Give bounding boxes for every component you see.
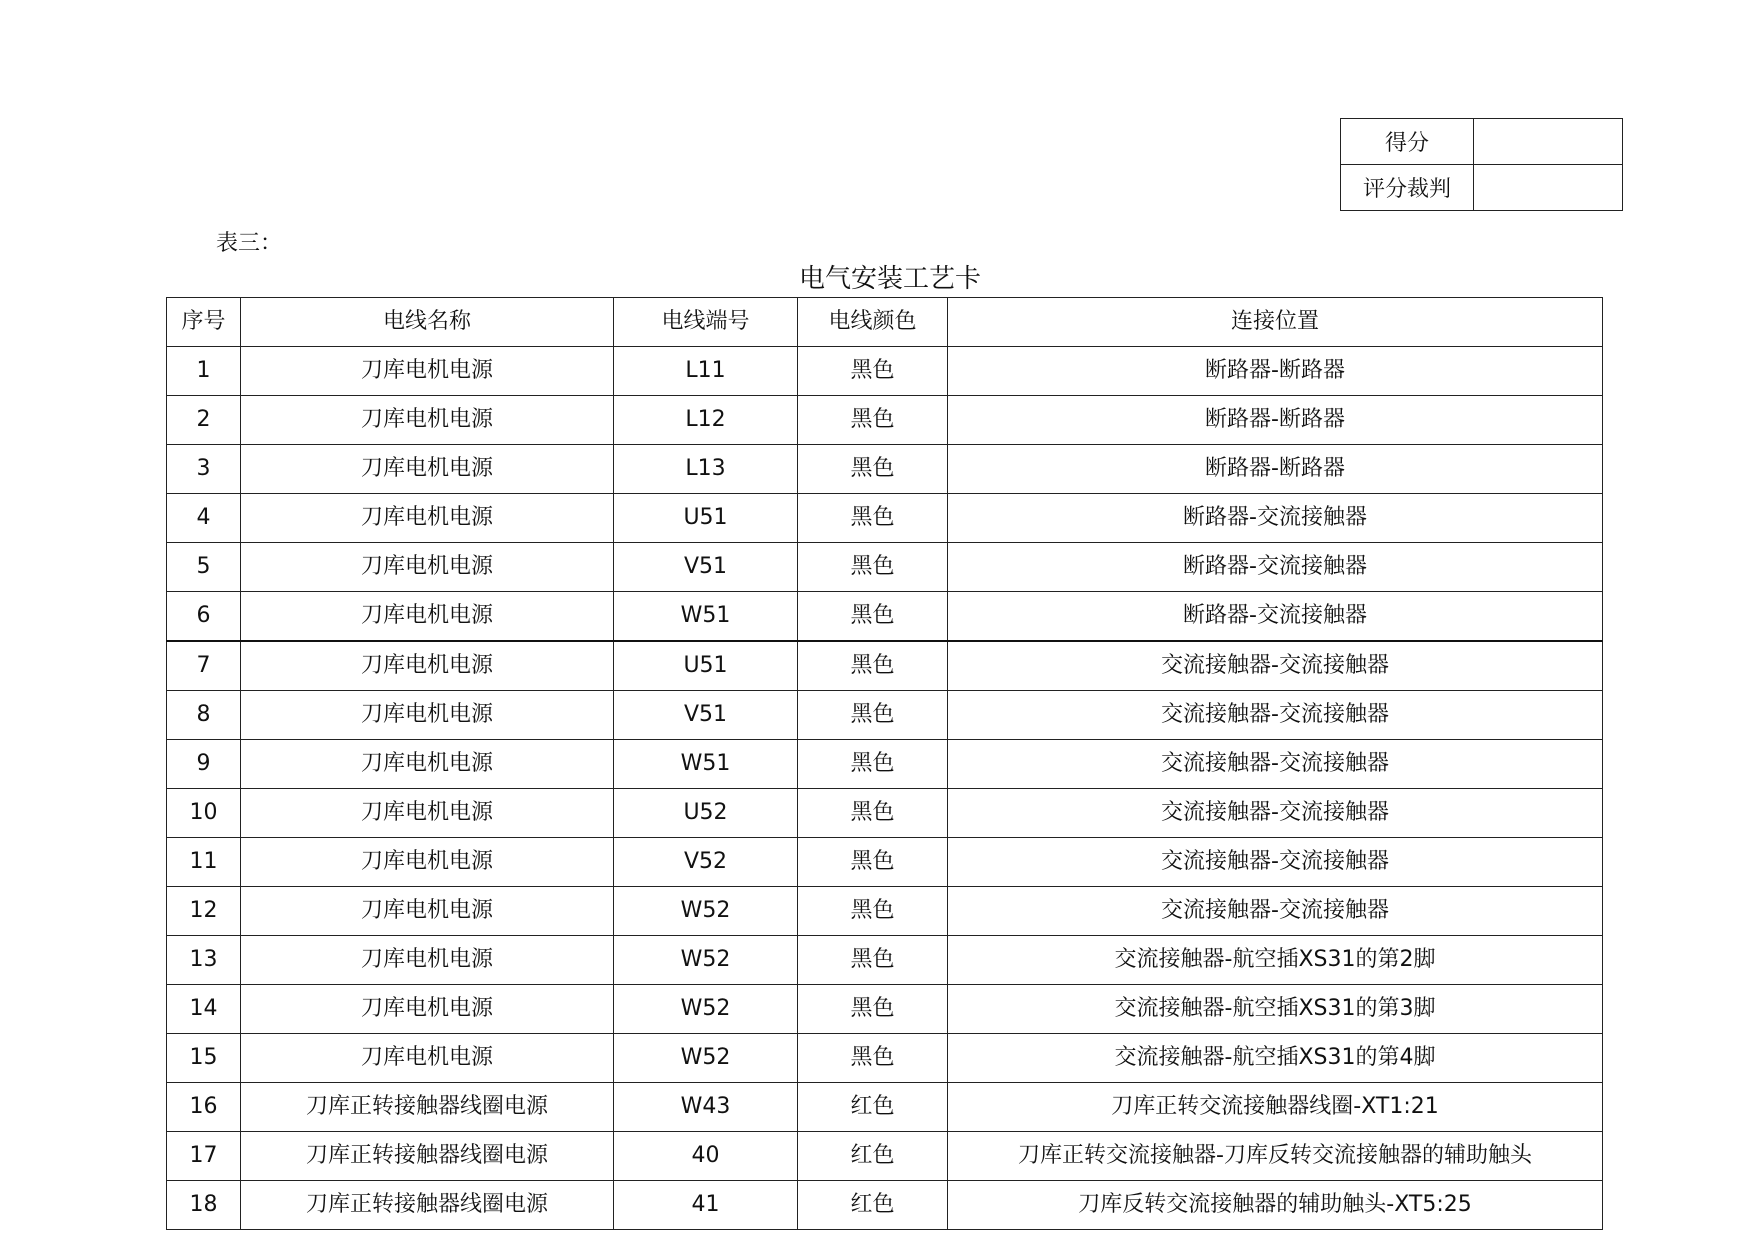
cell-wire-name: 刀库电机电源	[241, 691, 614, 740]
table-row	[167, 838, 1603, 887]
cell-index: 6	[167, 592, 241, 642]
table-row	[167, 396, 1603, 445]
cell-index: 2	[167, 396, 241, 445]
table-row	[167, 740, 1603, 789]
cell-wire-terminal: W51	[614, 740, 798, 789]
cell-wire-terminal: U52	[614, 789, 798, 838]
cell-index: 10	[167, 789, 241, 838]
score-value-field[interactable]	[1474, 119, 1623, 165]
table-row	[167, 887, 1603, 936]
cell-wire-name: 刀库正转接触器线圈电源	[241, 1181, 614, 1230]
cell-wire-terminal: V51	[614, 543, 798, 592]
cell-wire-name: 刀库正转接触器线圈电源	[241, 1132, 614, 1181]
cell-wire-color: 黑色	[798, 789, 948, 838]
cell-wire-color: 红色	[798, 1132, 948, 1181]
cell-wire-terminal: W52	[614, 936, 798, 985]
cell-wire-name: 刀库电机电源	[241, 740, 614, 789]
cell-wire-name: 刀库电机电源	[241, 396, 614, 445]
cell-index: 4	[167, 494, 241, 543]
cell-wire-color: 黑色	[798, 445, 948, 494]
score-label: 得分	[1341, 119, 1474, 165]
cell-index: 7	[167, 641, 241, 691]
cell-wire-color: 黑色	[798, 936, 948, 985]
wiring-table	[166, 297, 1603, 1230]
cell-wire-name: 刀库电机电源	[241, 789, 614, 838]
cell-wire-terminal: 41	[614, 1181, 798, 1230]
cell-connection: 刀库反转交流接触器的辅助触头-XT5:25	[948, 1181, 1603, 1230]
cell-wire-color: 黑色	[798, 1034, 948, 1083]
cell-wire-color: 黑色	[798, 740, 948, 789]
table-row	[167, 789, 1603, 838]
judge-row	[1341, 165, 1623, 211]
cell-connection: 断路器-断路器	[948, 396, 1603, 445]
header-index: 序号	[167, 298, 241, 347]
cell-wire-terminal: L12	[614, 396, 798, 445]
cell-connection: 刀库正转交流接触器-刀库反转交流接触器的辅助触头	[948, 1132, 1603, 1181]
cell-connection: 交流接触器-交流接触器	[948, 691, 1603, 740]
table-row	[167, 1034, 1603, 1083]
cell-wire-name: 刀库电机电源	[241, 445, 614, 494]
header-connection: 连接位置	[948, 298, 1603, 347]
cell-connection: 交流接触器-交流接触器	[948, 789, 1603, 838]
cell-wire-color: 黑色	[798, 985, 948, 1034]
cell-index: 9	[167, 740, 241, 789]
cell-connection: 交流接触器-航空插XS31的第2脚	[948, 936, 1603, 985]
cell-index: 11	[167, 838, 241, 887]
cell-wire-color: 黑色	[798, 592, 948, 642]
cell-wire-name: 刀库电机电源	[241, 641, 614, 691]
cell-index: 8	[167, 691, 241, 740]
cell-connection: 交流接触器-航空插XS31的第3脚	[948, 985, 1603, 1034]
cell-wire-name: 刀库电机电源	[241, 494, 614, 543]
cell-wire-name: 刀库电机电源	[241, 936, 614, 985]
cell-wire-color: 黑色	[798, 641, 948, 691]
cell-wire-name: 刀库电机电源	[241, 543, 614, 592]
cell-wire-terminal: U51	[614, 494, 798, 543]
cell-index: 16	[167, 1083, 241, 1132]
cell-index: 14	[167, 985, 241, 1034]
cell-wire-terminal: W43	[614, 1083, 798, 1132]
cell-wire-terminal: U51	[614, 641, 798, 691]
cell-wire-color: 红色	[798, 1083, 948, 1132]
page-title: 电气安装工艺卡	[798, 264, 981, 294]
cell-index: 18	[167, 1181, 241, 1230]
cell-wire-color: 黑色	[798, 838, 948, 887]
cell-wire-terminal: V51	[614, 691, 798, 740]
cell-wire-color: 红色	[798, 1181, 948, 1230]
cell-connection: 刀库正转交流接触器线圈-XT1:21	[948, 1083, 1603, 1132]
cell-wire-terminal: L11	[614, 347, 798, 396]
cell-connection: 交流接触器-交流接触器	[948, 838, 1603, 887]
cell-index: 17	[167, 1132, 241, 1181]
cell-index: 12	[167, 887, 241, 936]
cell-wire-name: 刀库电机电源	[241, 592, 614, 642]
cell-wire-terminal: W51	[614, 592, 798, 642]
cell-wire-color: 黑色	[798, 543, 948, 592]
cell-wire-terminal: W52	[614, 887, 798, 936]
cell-connection: 断路器-断路器	[948, 445, 1603, 494]
table-row	[167, 494, 1603, 543]
table-row	[167, 985, 1603, 1034]
cell-index: 5	[167, 543, 241, 592]
table-row	[167, 1132, 1603, 1181]
judge-label: 评分裁判	[1341, 165, 1474, 211]
cell-connection: 断路器-交流接触器	[948, 592, 1603, 642]
table-row	[167, 641, 1603, 691]
cell-wire-color: 黑色	[798, 887, 948, 936]
table-row	[167, 691, 1603, 740]
score-box	[1340, 118, 1623, 211]
judge-value-field[interactable]	[1474, 165, 1623, 211]
cell-wire-name: 刀库正转接触器线圈电源	[241, 1083, 614, 1132]
cell-wire-name: 刀库电机电源	[241, 985, 614, 1034]
cell-wire-terminal: 40	[614, 1132, 798, 1181]
cell-wire-terminal: L13	[614, 445, 798, 494]
table-row	[167, 1181, 1603, 1230]
cell-wire-name: 刀库电机电源	[241, 838, 614, 887]
score-row	[1341, 119, 1623, 165]
cell-wire-name: 刀库电机电源	[241, 347, 614, 396]
header-wire-name: 电线名称	[241, 298, 614, 347]
table-row	[167, 543, 1603, 592]
cell-index: 1	[167, 347, 241, 396]
table-label: 表三：	[216, 231, 283, 256]
table-row	[167, 445, 1603, 494]
cell-index: 13	[167, 936, 241, 985]
cell-wire-terminal: W52	[614, 1034, 798, 1083]
cell-wire-color: 黑色	[798, 691, 948, 740]
table-row	[167, 347, 1603, 396]
table-row	[167, 1083, 1603, 1132]
table-row	[167, 936, 1603, 985]
cell-wire-terminal: W52	[614, 985, 798, 1034]
cell-connection: 断路器-断路器	[948, 347, 1603, 396]
cell-connection: 断路器-交流接触器	[948, 543, 1603, 592]
table-row	[167, 592, 1603, 642]
cell-connection: 交流接触器-交流接触器	[948, 887, 1603, 936]
table-header-row	[167, 298, 1603, 347]
cell-index: 15	[167, 1034, 241, 1083]
cell-wire-name: 刀库电机电源	[241, 887, 614, 936]
cell-wire-color: 黑色	[798, 396, 948, 445]
cell-index: 3	[167, 445, 241, 494]
header-wire-terminal: 电线端号	[614, 298, 798, 347]
cell-connection: 断路器-交流接触器	[948, 494, 1603, 543]
cell-wire-terminal: V52	[614, 838, 798, 887]
cell-wire-color: 黑色	[798, 347, 948, 396]
cell-connection: 交流接触器-交流接触器	[948, 641, 1603, 691]
header-wire-color: 电线颜色	[798, 298, 948, 347]
cell-wire-color: 黑色	[798, 494, 948, 543]
cell-connection: 交流接触器-航空插XS31的第4脚	[948, 1034, 1603, 1083]
cell-wire-name: 刀库电机电源	[241, 1034, 614, 1083]
cell-connection: 交流接触器-交流接触器	[948, 740, 1603, 789]
